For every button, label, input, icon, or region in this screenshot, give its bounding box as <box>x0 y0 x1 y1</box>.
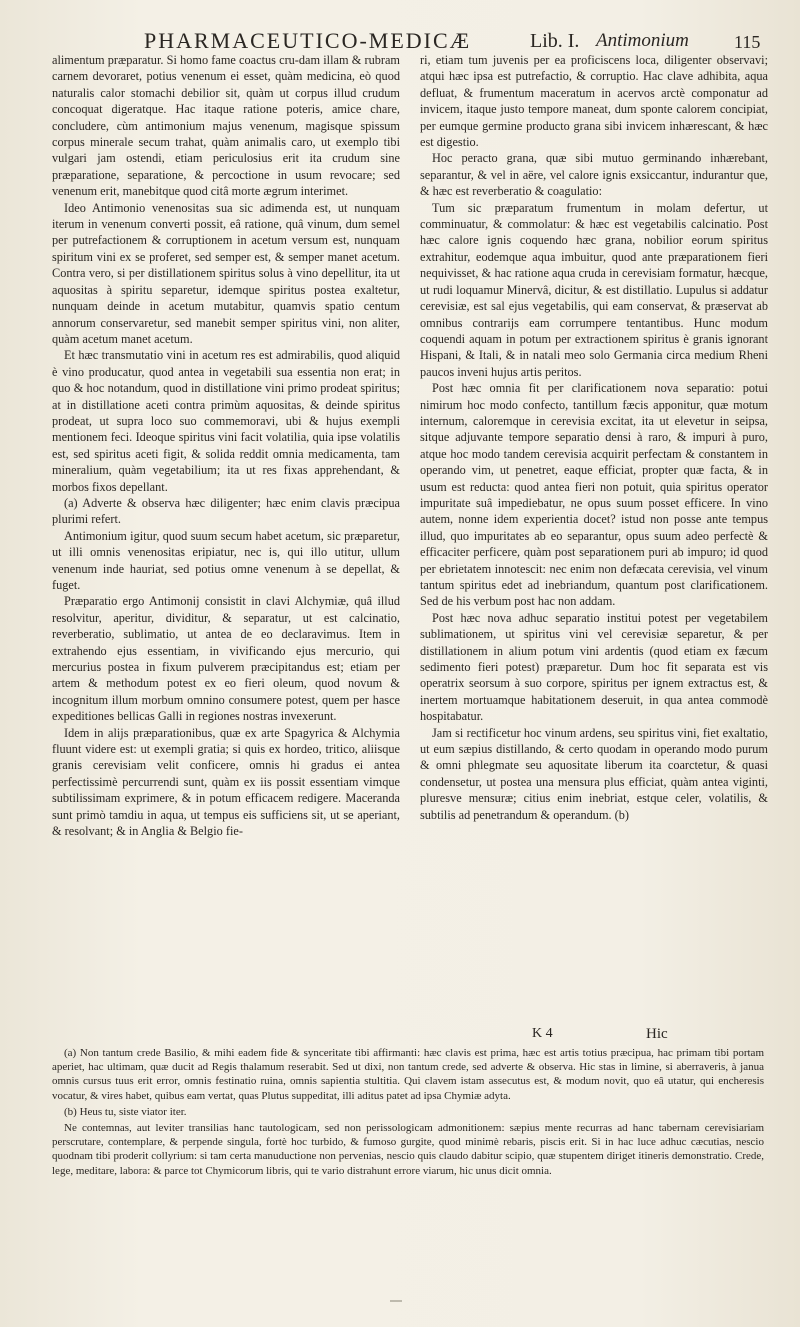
paragraph: Tum sic præparatum frumentum in molam defertur, ut comminuatur, & commolatur: & hæc est vegetabilis calcinatio. Post hæc calore ignis coquendo hæc grana, nobilior eorum spiritus extrahitur, eodemque aqua imbuitur, quod ante præparationem fieri nequivisset, & hac ratione aqua cruda in cerevisiam formatur, hæcque, ut rudi loquamur Minervâ, dicitur, & est distillatio. Lupulus si addatur cerevisiæ, est sal ejus vegetabilis, qui eam conservat, & præservat ab omnibus contrarijs eam corrumpere tentantibus. Hunc modum coquendi aquam in potum per extractionem spiritus è granis ignorant Hispani, & Itali, & in natali meo solo Germania circa medium Rheni paucos inveni hujus artis peritos. <box>420 200 768 379</box>
catchword: Hic <box>646 1026 668 1042</box>
footnote: (a) Non tantum crede Basilio, & mihi eadem fide & synceritate tibi affirmanti: hæc clavis est prima, hæc est artis totius præcipua, hac primam tibi portam aperiet, hac ultimam, quæ ducit ad Regis thalamum reserabit. Sed ut dixi, non tantum crede, sed adverte & observa. Hic stas in limine, si aberraveris, à janua omnis cursus tuus erit error, omnis festinatio ruina, omnis sapientia stultitia. Qui clavem istam assecutus est, & modum novit, quo eâ utatur, qui encheresis vocatur, & vires habet, quibus eam vertat, quas Plutus suppeditat, illi aditus patet ad ipsa Chymiæ adyta. <box>52 1047 764 1102</box>
running-title: PHARMACEUTICO-MEDICÆ <box>144 28 472 53</box>
paragraph: ri, etiam tum juvenis per ea proficiscens loca, diligenter observavi; atqui hæc ipsa est putrefactio, & corruptio. Hac clave adhibita, aqua defluat, & frumentum maceratum in acervos arctè componatur ad invicem, itaque justo tempore maneat, dum sponte calorem concipiat, per eumque germine producto grana sibi invicem inhærescant, & hæc est digestio. <box>420 53 768 150</box>
right-column <box>420 52 768 823</box>
paragraph: (a) Adverte & observa hæc diligenter; hæc enim clavis præcipua plurimi refert. <box>52 495 400 527</box>
paragraph: Et hæc transmutatio vini in acetum res est admirabilis, quod aliquid è vino producatur, quod antea in vegetabili sua essentia non erat; in quo & hoc notandum, quod in distillatione vini primo prodeat spiritus; at in distillatione aceti contra primùm aquositas, & deinde spiritus prodeat, ut supra loco suo commemoravi, ubi & hujus exempli mentionem feci. Ideoque spiritus vini facit volatilia, quia ipse volatilis est, sed spiritus aceti figit, & solida reddit omnia medicamenta, tam mineralium, quàm vegetabilium; ita ut res fixas apprehendant, & morbos fixos depellant. <box>52 348 400 494</box>
book-label: Lib. I. <box>530 30 580 52</box>
running-head <box>52 22 764 56</box>
paragraph: Præparatio ergo Antimonij consistit in clavi Alchymiæ, quâ illud resolvitur, aperitur, dividitur, & separatur, ut est calcinatio, reverberatio, sublimatio, ut antea de eo declaravimus. Item in extrahendo ejus essentiam, in vivificando ejus mercurio, qui mercurius postea in fixum pulverem præcipitandus est; etiam per artem & methodum potest ex eo fieri oleum, quod novum & incognitum illum morbum omnino consumere potest, quem per hasce expeditiones bellicas Galli in regiones nostras invexerunt. <box>52 594 400 724</box>
paragraph: Hoc peracto grana, quæ sibi mutuo germinando inhærebant, separantur, & vel in aëre, vel calore ignis exsiccantur, indurantur que, & hæc est reverberatio & coagulatio: <box>420 151 768 199</box>
paragraph: Antimonium igitur, quod suum secum habet acetum, sic præparetur, ut illi omnis venenositas eripiatur, nec is, qui illo utitur, ullum venenum inde hauriat, sed potius omne venenum à se depellat, & fuget. <box>52 528 400 592</box>
left-column <box>52 52 400 840</box>
paragraph: Idem in alijs præparationibus, quæ ex arte Spagyrica & Alchymia fluunt videre est: ut exempli gratia; si quis ex hordeo, tritico, aliisque granis cerevisiam velit conficere, omnis hi gradus ei antea perfectissimè percurrendi sunt, quàm ex iis possit essentiam vimque subtilissimam exprimere, & in potum efficacem redigere. Maceranda sunt primò tamdiu in aqua, ut tempus eis sufficiens sit, ut se aperiant, & resolvant; & in Anglia & Belgio fie- <box>52 725 400 839</box>
page-number: 115 <box>734 32 761 52</box>
two-column-body <box>52 52 768 1020</box>
footnote: Ne contemnas, aut leviter transilias hanc tautologicam, sed non perissologicam admonitionem: sæpius mente recurras ad hanc tabernam cerevisiariam perscrutare, contemplare, & perpende singula, fortè hoc turbido, & fumoso gurgite, quod minimè rebaris, piscis erit. Si in hac luce adhuc cæcutias, nescio quodnam tibi proderit collyrium: si tam certa manuductione non pervenias, nescio quis claudo dabitur scipio, quæ stupentem diriget itineris demonstratio. Crede, lege, meditare, labora: & parce tot Chymicorum libris, qui te vario distrahunt errore viarum, hic unus dicit omnia. <box>52 1122 764 1177</box>
paragraph: Post hæc nova adhuc separatio institui potest per vegetabilem sublimationem, ut spiritus vini vel cerevisiæ separetur, & per distillationem in alium potum vini ardentis (quod etiam ex fæcum sedimento fieri potest) præparetur. Dum hoc fit separata est vis operatrix seorsum à suo corpore, spiritus per ignem extractus est, & inertem mortuamque habitationem deseruit, in qua antea commodè hospitabatur. <box>420 610 768 724</box>
signature-mark: K 4 <box>532 1026 553 1041</box>
section-label: Antimonium <box>596 30 689 51</box>
footnote: (b) Heus tu, siste viator iter. <box>64 1105 187 1118</box>
paragraph: Jam si rectificetur hoc vinum ardens, seu spiritus vini, fiet exaltatio, ut eum sæpius distillando, & certo quodam in operando modo purum & omni phlegmate seu aquositate liberum ita coarctetur, & quasi condensetur, ut postea una mensura plus efficiat, quàm antea viginti, pluresve mensuræ; citius enim inebriat, estque celer, volatilis, & subtilis ad penetrandum & operandum. (b) <box>420 725 768 822</box>
paragraph: Ideo Antimonio venenositas sua sic adimenda est, ut nunquam iterum in venenum converti possit, eâ ratione, quâ vinum, dum semel per putrefactionem & corruptionem in acetum versum est, nunquam spiritum vini ex se proferet, sed semper est, & semper manet acetum. Contra vero, si per distillationem spiritus solus à vino depellitur, ita ut aquositas à spiritu separetur, idemque spiritus postea exaltetur, nunquam deinde in acetum mutabitur, quamvis spatio centum annorum conservaretur, sed manebit semper spiritus vini, non aliter, quàm acetum manet acetum. <box>52 200 400 346</box>
paragraph: Post hæc omnia fit per clarificationem nova separatio: potui nimirum hoc modo confecto, tantillum fæcis apponitur, quæ motum internum, caloremque in cerevisia excitat, ita ut elevetur in seipsa, sitque adjuvante tempore separatio densi à raro, & impuri à puro, atque hoc modo tandem cerevisia acquirit perfectam & constantem in operando vim, ut penetret, eaque efficiat, propter quæ facta, & in usum est reducta: quod antea fieri non potuit, quia spiritus operator impuritate suâ impediebatur, ne opus suum posset efficere. In vino autem, nonne idem experientia docet? istud non posse ante tempus illud, quo impuritates ab eo separantur, opus suum adeo perfectè & efficaciter perficere, quàm post separationem puri ab impuro; id quod per ebrietatem innotescit: nec enim non defæcata cerevisia, vel vinum tantum spiritus edet ad inebriandum, quantum post clarificationem. Sed de his verbum post hac non addam. <box>420 381 768 609</box>
footnotes <box>52 1046 764 1180</box>
paragraph: alimentum præparatur. Si homo fame coactus cru-dam illam & rubram carnem devoraret, potius venenum ei esset, quàm medicina, eò quod naturalis calor stomachi debilior sit, quàm ut corpus illud crudum concoquat digeratque. Hac itaque ratione poteris, amice chare, concludere, cùm antimonium majus venenum, magisque spissum corpus minerale secum trahat, quàm animalis caro, ut exemplo tibi vulgari jam ostendi, etiam periculosius erit ita crudum sine præparatione, separatione, & percoctione in usum revocare; sed venenum erit, manebitque quod citâ morte ægrum interimet. <box>52 53 400 199</box>
page-mark <box>390 1300 402 1302</box>
